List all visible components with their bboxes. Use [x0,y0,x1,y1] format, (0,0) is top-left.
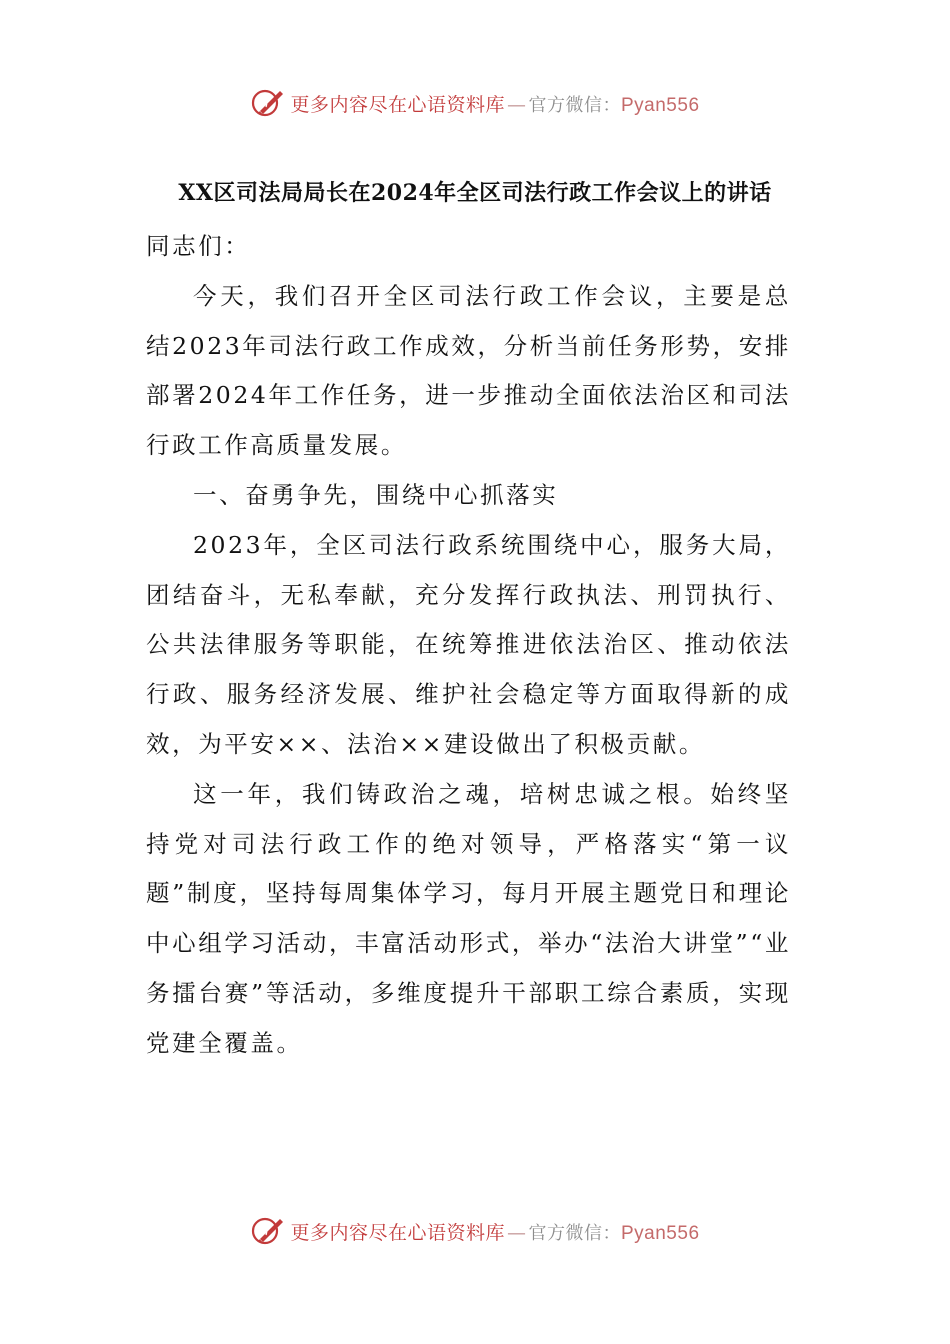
document-title: XX区司法局局长在2024年全区司法行政工作会议上的讲话 [178,180,772,206]
watermark-text: 更多内容尽在心语资料库 — 官方微信：Pyan556 [290,93,700,116]
salutation: 同志们： [146,232,251,260]
watermark-text: 更多内容尽在心语资料库 — 官方微信：Pyan556 [290,1221,700,1244]
paragraph-summary: 2023年，全区司法行政系统围绕中心，服务大局，团结奋斗，无私奉献，充分发挥行政执法、刑罚执行、公共法律服务等职能，在统筹推进依法治区、推动依法行政、服务经济发展、维护社会稳定等方面取得新的成效，为平安××、法治××建设做出了积极贡献。 [146,530,791,758]
paragraph-intro: 今天，我们召开全区司法行政工作会议，主要是总结2023年司法行政工作成效，分析当前任务形势，安排部署2024年工作任务，进一步推动全面依法治区和司法行政工作高质量发展。 [146,281,791,460]
quill-pen-logo-icon [250,85,286,121]
paragraph-politics: 这一年，我们铸政治之魂，培树忠诚之根。始终坚持党对司法行政工作的绝对领导，严格落实“第一议题”制度，坚持每周集体学习，每月开展主题党日和理论中心组学习活动，丰富活动形式，举办“法治大讲堂”“业务擂台赛”等活动，多维度提升干部职工综合素质，实现党建全覆盖。 [146,779,791,1057]
quill-pen-logo-icon [250,1213,286,1249]
document-body [146,222,791,1069]
watermark-footer [0,1211,950,1251]
watermark-header [0,83,950,123]
section-heading: 一、奋勇争先，围绕中心抓落实 [193,480,559,509]
